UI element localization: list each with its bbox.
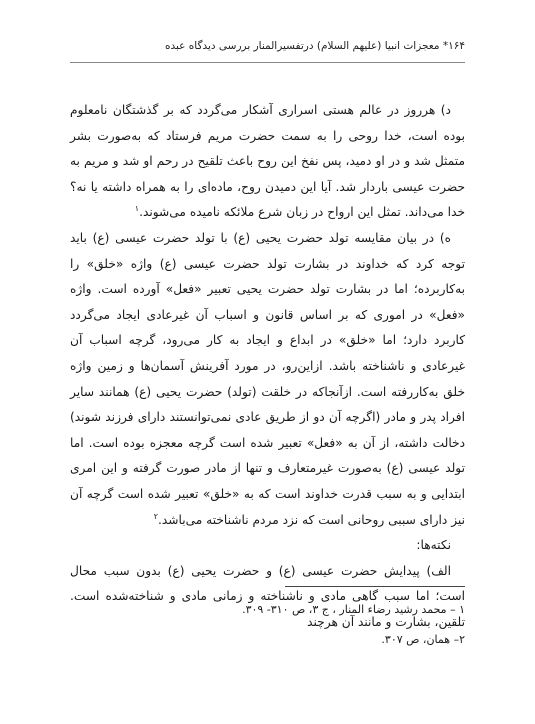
footnote-1: ۱ – محمد رشید رضاء المنار ، ج ۳، ص ۳۱۰- ۳۰۹.: [242, 603, 465, 616]
paragraph-d-text: د) هرروز در عالم هستی اسراری آشکار می‌گردد که بر گذشتگان نامعلوم بوده است، خدا روحی را به سمت حضرت مریم فرستاد که به‌صورت بشر متمثل شد و در او دمید، پس نفخ این روح باعث تلقیح در رحم او شد و مریم به حضرت عیسی باردار شد. آیا این دمیدن روح، ماده‌ای را به همراه داشته یا نه؟ خدا می‌داند. تمثل این ارواح در زبان شرع ملائکه نامیده می‌شوند.: [70, 103, 465, 220]
footnote-divider: [285, 586, 465, 587]
footnote-ref-2[interactable]: ۲: [153, 511, 159, 521]
footnote-ref-1[interactable]: ۱: [134, 204, 140, 214]
paragraph-d: [70, 98, 465, 226]
running-header: ۱۶۴* معجزات انبیا (علیهم السلام) درتفسیرالمنار بررسی دیدگاه عبده: [164, 40, 465, 52]
main-text: [70, 98, 465, 635]
header-divider: [70, 62, 465, 63]
notes-heading: نکته‌ها:: [416, 538, 451, 553]
footnote-2: ۲– همان، ص ۳۰۷.: [381, 633, 465, 646]
paragraph-h: [70, 226, 465, 533]
paragraph-h-text: ه) در بیان مقایسه تولد حضرت یحیی (ع) با تولد حضرت عیسی (ع) باید توجه کرد که خداوند در بشارت تولد حضرت عیسی (ع) واژه «خلق» را به‌کاربرده؛ اما در بشارت تولد حضرت یحیی تعبیر «فعل» آورده است. واژه «فعل» در اموری که بر اساس قانون و اسباب آن غیرعادی ایجاد می‌گردد کاربرد دارد؛ اما «خلق» در ابداع و ایجاد به کار می‌رود، گرچه اسباب آن غیرعادی و ناشناخته باشد. ازاین‌رو، در مورد آفرینش آسمان‌ها و زمین واژه خلق به‌کاررفته است. ازآنجاکه در خلقت (تولد) حضرت یحیی (ع) همانند سایر افراد پدر و مادر (اگرچه آن دو از طریق عادی نمی‌توانستند دارای فرزند شوند) دخالت داشته، از آن به «فعل» تعبیر شده است گرچه معجزه بوده است. اما تولد عیسی (ع) به‌صورت غیرمتعارف و تنها از مادر صورت گرفته و این امری ابتدایی و به سبب قدرت خداوند است که به «خلق» تعبیر شده است گرچه آن نیز دارای سببی روحانی است که نزد مردم ناشناخته می‌باشد.: [70, 230, 465, 527]
paragraph-alef: الف) پیدایش حضرت عیسی (ع) و حضرت یحیی (ع) بدون سبب محال است؛ اما سبب گاهی مادی و ناشناخته و زمانی مادی و شناخته‌شده است. تلقین، بشارت و مانند آن هرچند: [70, 563, 465, 629]
